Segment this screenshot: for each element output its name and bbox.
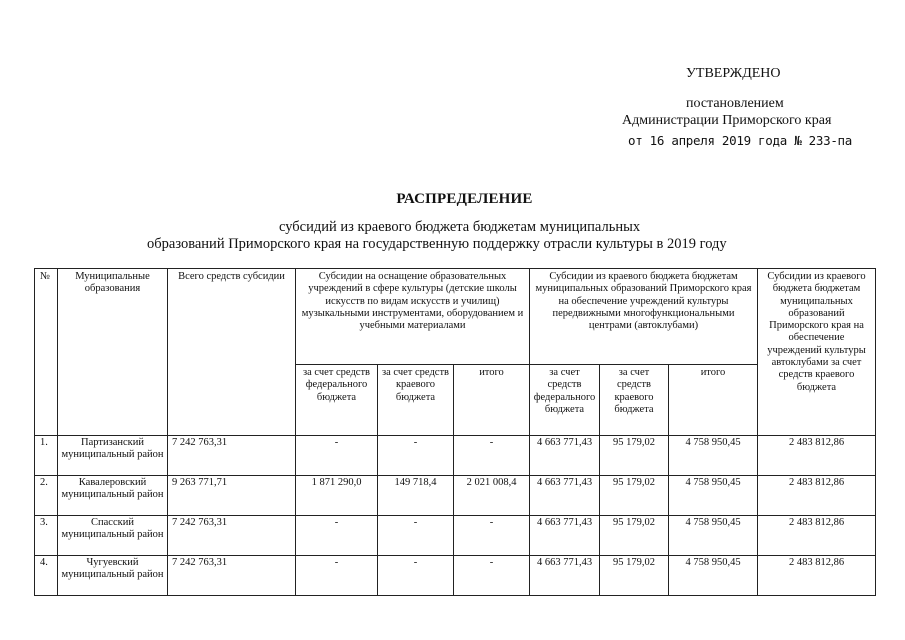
header-group-mobile-centers: Субсидии из краевого бюджета бюджетам муниципальных образований Приморского края на обеспечение учреждений культуры передвижными многофункциональными центрами (автоклубами) — [530, 269, 758, 365]
header-mob-total: итого — [669, 365, 758, 436]
cell-mob-regional: 95 179,02 — [600, 436, 669, 476]
header-num: № — [35, 269, 58, 436]
header-row-1 — [35, 269, 876, 365]
header-municipality: Муниципальные образования — [58, 269, 168, 436]
table-row — [35, 476, 876, 516]
table-row — [35, 556, 876, 596]
cell-mob-regional: 95 179,02 — [600, 476, 669, 516]
cell-autoclub: 2 483 812,86 — [758, 436, 876, 476]
cell-mob-total: 4 758 950,45 — [669, 436, 758, 476]
cell-mob-federal: 4 663 771,43 — [530, 556, 600, 596]
header-total: Всего средств субсидии — [168, 269, 296, 436]
document-title: РАСПРЕДЕЛЕНИЕ — [396, 191, 533, 207]
approval-line-3: от 16 апреля 2019 года № 233-па — [628, 133, 852, 148]
cell-eq-total: - — [454, 556, 530, 596]
cell-mob-federal: 4 663 771,43 — [530, 516, 600, 556]
cell-total: 7 242 763,31 — [168, 436, 296, 476]
cell-mob-total: 4 758 950,45 — [669, 556, 758, 596]
cell-eq-regional: - — [378, 556, 454, 596]
document-title-wrap — [0, 191, 905, 208]
header-group-equipment: Субсидии на оснащение образовательных учреждений в сфере культуры (детские школы искусств по видам искусств и училищ) музыкальными инструментами, оборудованием и учебными материалами — [296, 269, 530, 365]
cell-eq-regional: 149 718,4 — [378, 476, 454, 516]
header-group-autoclub: Субсидии из краевого бюджета бюджетам муниципальных образований Приморского края на обеспечение учреждений культуры автоклубами за счет средств краевого бюджета — [758, 269, 876, 436]
cell-total: 7 242 763,31 — [168, 516, 296, 556]
cell-num: 2. — [35, 476, 58, 516]
cell-mob-total: 4 758 950,45 — [669, 516, 758, 556]
table-row — [35, 436, 876, 476]
cell-num: 1. — [35, 436, 58, 476]
cell-eq-regional: - — [378, 516, 454, 556]
cell-num: 4. — [35, 556, 58, 596]
cell-eq-total: - — [454, 436, 530, 476]
cell-total: 7 242 763,31 — [168, 556, 296, 596]
header-eq-federal: за счет средств федерального бюджета — [296, 365, 378, 436]
cell-num: 3. — [35, 516, 58, 556]
cell-mob-regional: 95 179,02 — [600, 556, 669, 596]
header-mob-regional: за счет средств краевого бюджета — [600, 365, 669, 436]
cell-autoclub: 2 483 812,86 — [758, 556, 876, 596]
cell-eq-federal: - — [296, 556, 378, 596]
cell-eq-total: - — [454, 516, 530, 556]
cell-eq-total: 2 021 008,4 — [454, 476, 530, 516]
cell-municipality: Чугуевский муниципальный район — [58, 556, 168, 596]
distribution-table — [34, 268, 876, 596]
cell-mob-regional: 95 179,02 — [600, 516, 669, 556]
document-subtitle-line-1: субсидий из краевого бюджета бюджетам муниципальных — [279, 219, 641, 235]
cell-mob-federal: 4 663 771,43 — [530, 476, 600, 516]
cell-eq-federal: - — [296, 516, 378, 556]
cell-municipality: Спасский муниципальный район — [58, 516, 168, 556]
cell-autoclub: 2 483 812,86 — [758, 476, 876, 516]
cell-mob-total: 4 758 950,45 — [669, 476, 758, 516]
document-subtitle-line-2: образований Приморского края на государственную поддержку отрасли культуры в 2019 году — [147, 236, 727, 252]
header-mob-federal: за счет средств федерального бюджета — [530, 365, 600, 436]
cell-municipality: Партизанский муниципальный район — [58, 436, 168, 476]
cell-municipality: Кавалеровский муниципальный район — [58, 476, 168, 516]
cell-mob-federal: 4 663 771,43 — [530, 436, 600, 476]
approval-line-1: постановлением — [686, 96, 784, 111]
cell-total: 9 263 771,71 — [168, 476, 296, 516]
cell-eq-federal: 1 871 290,0 — [296, 476, 378, 516]
header-eq-total: итого — [454, 365, 530, 436]
cell-eq-regional: - — [378, 436, 454, 476]
cell-autoclub: 2 483 812,86 — [758, 516, 876, 556]
cell-eq-federal: - — [296, 436, 378, 476]
table-row — [35, 516, 876, 556]
approval-title: УТВЕРЖДЕНО — [686, 66, 781, 81]
approval-line-2: Администрации Приморского края — [622, 113, 832, 128]
header-eq-regional: за счет средств краевого бюджета — [378, 365, 454, 436]
